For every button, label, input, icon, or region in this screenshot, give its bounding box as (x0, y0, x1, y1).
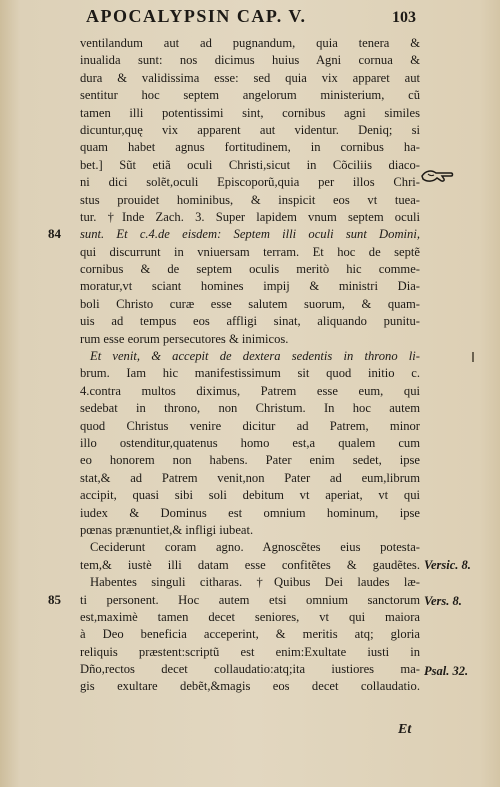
margin-mark (472, 352, 474, 362)
text-line: Dño,rectos decet collaudatio:atq;ita iustiores ma- (80, 662, 420, 677)
text-line: à Deo beneficia acceperint, & meritis atq; gloria (80, 627, 420, 642)
text-line: quam habet agnus fortitudinem, in cornibus ha- (80, 140, 420, 155)
text-line: tur. †Inde Zach. 3. Super lapidem vnum septem oculi (80, 209, 420, 224)
margin-verse-number: 85 (48, 592, 61, 607)
page-header (86, 6, 416, 27)
pointing-hand-icon (420, 166, 454, 186)
text-line: Habentes singuli citharas. †Quibus Dei laudes læ- (90, 575, 420, 590)
page-number: 103 (392, 9, 416, 26)
margin-verse-number: 84 (48, 226, 61, 241)
text-line: tem,& iustè illi datam esse confitẽtes & gaudẽtes. (80, 557, 420, 572)
margin-note: Versic. 8. (424, 558, 471, 572)
text-line: qui discurrunt in vniuersam terram. Et hoc de septẽ (80, 244, 420, 259)
text-line: ni dici solẽt,oculi Episcoporũ,quia per illos Chri- (80, 175, 420, 190)
running-head: APOCALYPSIN CAP. V. (86, 6, 307, 26)
text-line: 4.contra multos diximus, Patrem esse eum, qui (80, 383, 420, 398)
text-line: dura & validissima esse: sed quia vix apparet aut (80, 70, 420, 85)
text-line: sentitur hoc septem angelorum ministerium, cũ (80, 88, 420, 103)
catchword: Et (398, 722, 412, 737)
text-line: sedebat in throno, non Christum. In hoc autem (80, 401, 420, 416)
text-line: stat,& ad Patrem venit,non Pater ad eum,librum (80, 470, 420, 485)
text-line: dicuntur,quę vix apparent aut videntur. Deniq; si (80, 122, 420, 137)
text-line: ventilandum aut ad pugnandum, quia tenera & (80, 36, 420, 50)
text-line: ti personent. Hoc autem etsi omnium sanctorum (80, 592, 420, 607)
text-line: bet.] Sũt etiã oculi Christi,sicut in Cõciliis diaco- (80, 157, 420, 172)
text-line: cornibus & de septem oculis meritò hic comme- (80, 262, 420, 277)
text-line: sunt. Et c.4.de eisdem: Septem illi oculi sunt Domini, (80, 227, 420, 242)
text-line: est,maximè tamen decet seniores, vt qui maiora (80, 609, 420, 624)
text-line: stus prouidet hominibus, & inspicit eos vt tuea- (80, 192, 420, 207)
text-line: Ceciderunt coram agno. Agnoscẽtes eius potesta- (90, 540, 420, 555)
text-line: boli Christo curæ esse salutem suorum, & quam- (80, 296, 420, 311)
text-line: gis exultare debẽt,&magis eos decet collaudatio. (80, 679, 420, 694)
text-line: iudex & Dominus est omnium hominum, ipse (80, 505, 420, 520)
text-line: quod Christus venire dicitur ad Patrem, minor (80, 418, 420, 433)
text-line: pœnas prænuntiet,& infligi iubeat. (80, 522, 254, 537)
body-text (80, 35, 420, 696)
text-line: rum esse eorum persecutores & inimicos. (80, 331, 289, 346)
text-line: eo honorem non habens. Pater enim sedet, ipse (80, 453, 420, 468)
text-line: inualida sunt: nos dicimus huius Agni cornua & (80, 53, 420, 68)
margin-note: Psal. 32. (424, 664, 469, 678)
text-line: tamen illi potentissimi sint, cornibus agni similes (80, 105, 420, 120)
text-line: illo ostenditur,quatenus homo est,a qualem cum (80, 435, 420, 450)
text-line: brum. Iam hic manifestissimum sit quod initio c. (80, 366, 420, 381)
text-line: uis ad tempus eos affligi sinat, aliquando punitu- (80, 314, 420, 329)
text-line: accipit, quasi sibi soli debitum vt aperiat, vt qui (80, 488, 420, 503)
text-line: Et venit, & accepit de dextera sedentis in throno li- (90, 349, 420, 364)
text-line: moratur,vt sciant homines impij & ministri Dia- (80, 279, 420, 294)
text-line: reliquis præstent:scriptũ est enim:Exultate iusti in (80, 644, 420, 659)
margin-note: Vers. 8. (424, 594, 462, 608)
